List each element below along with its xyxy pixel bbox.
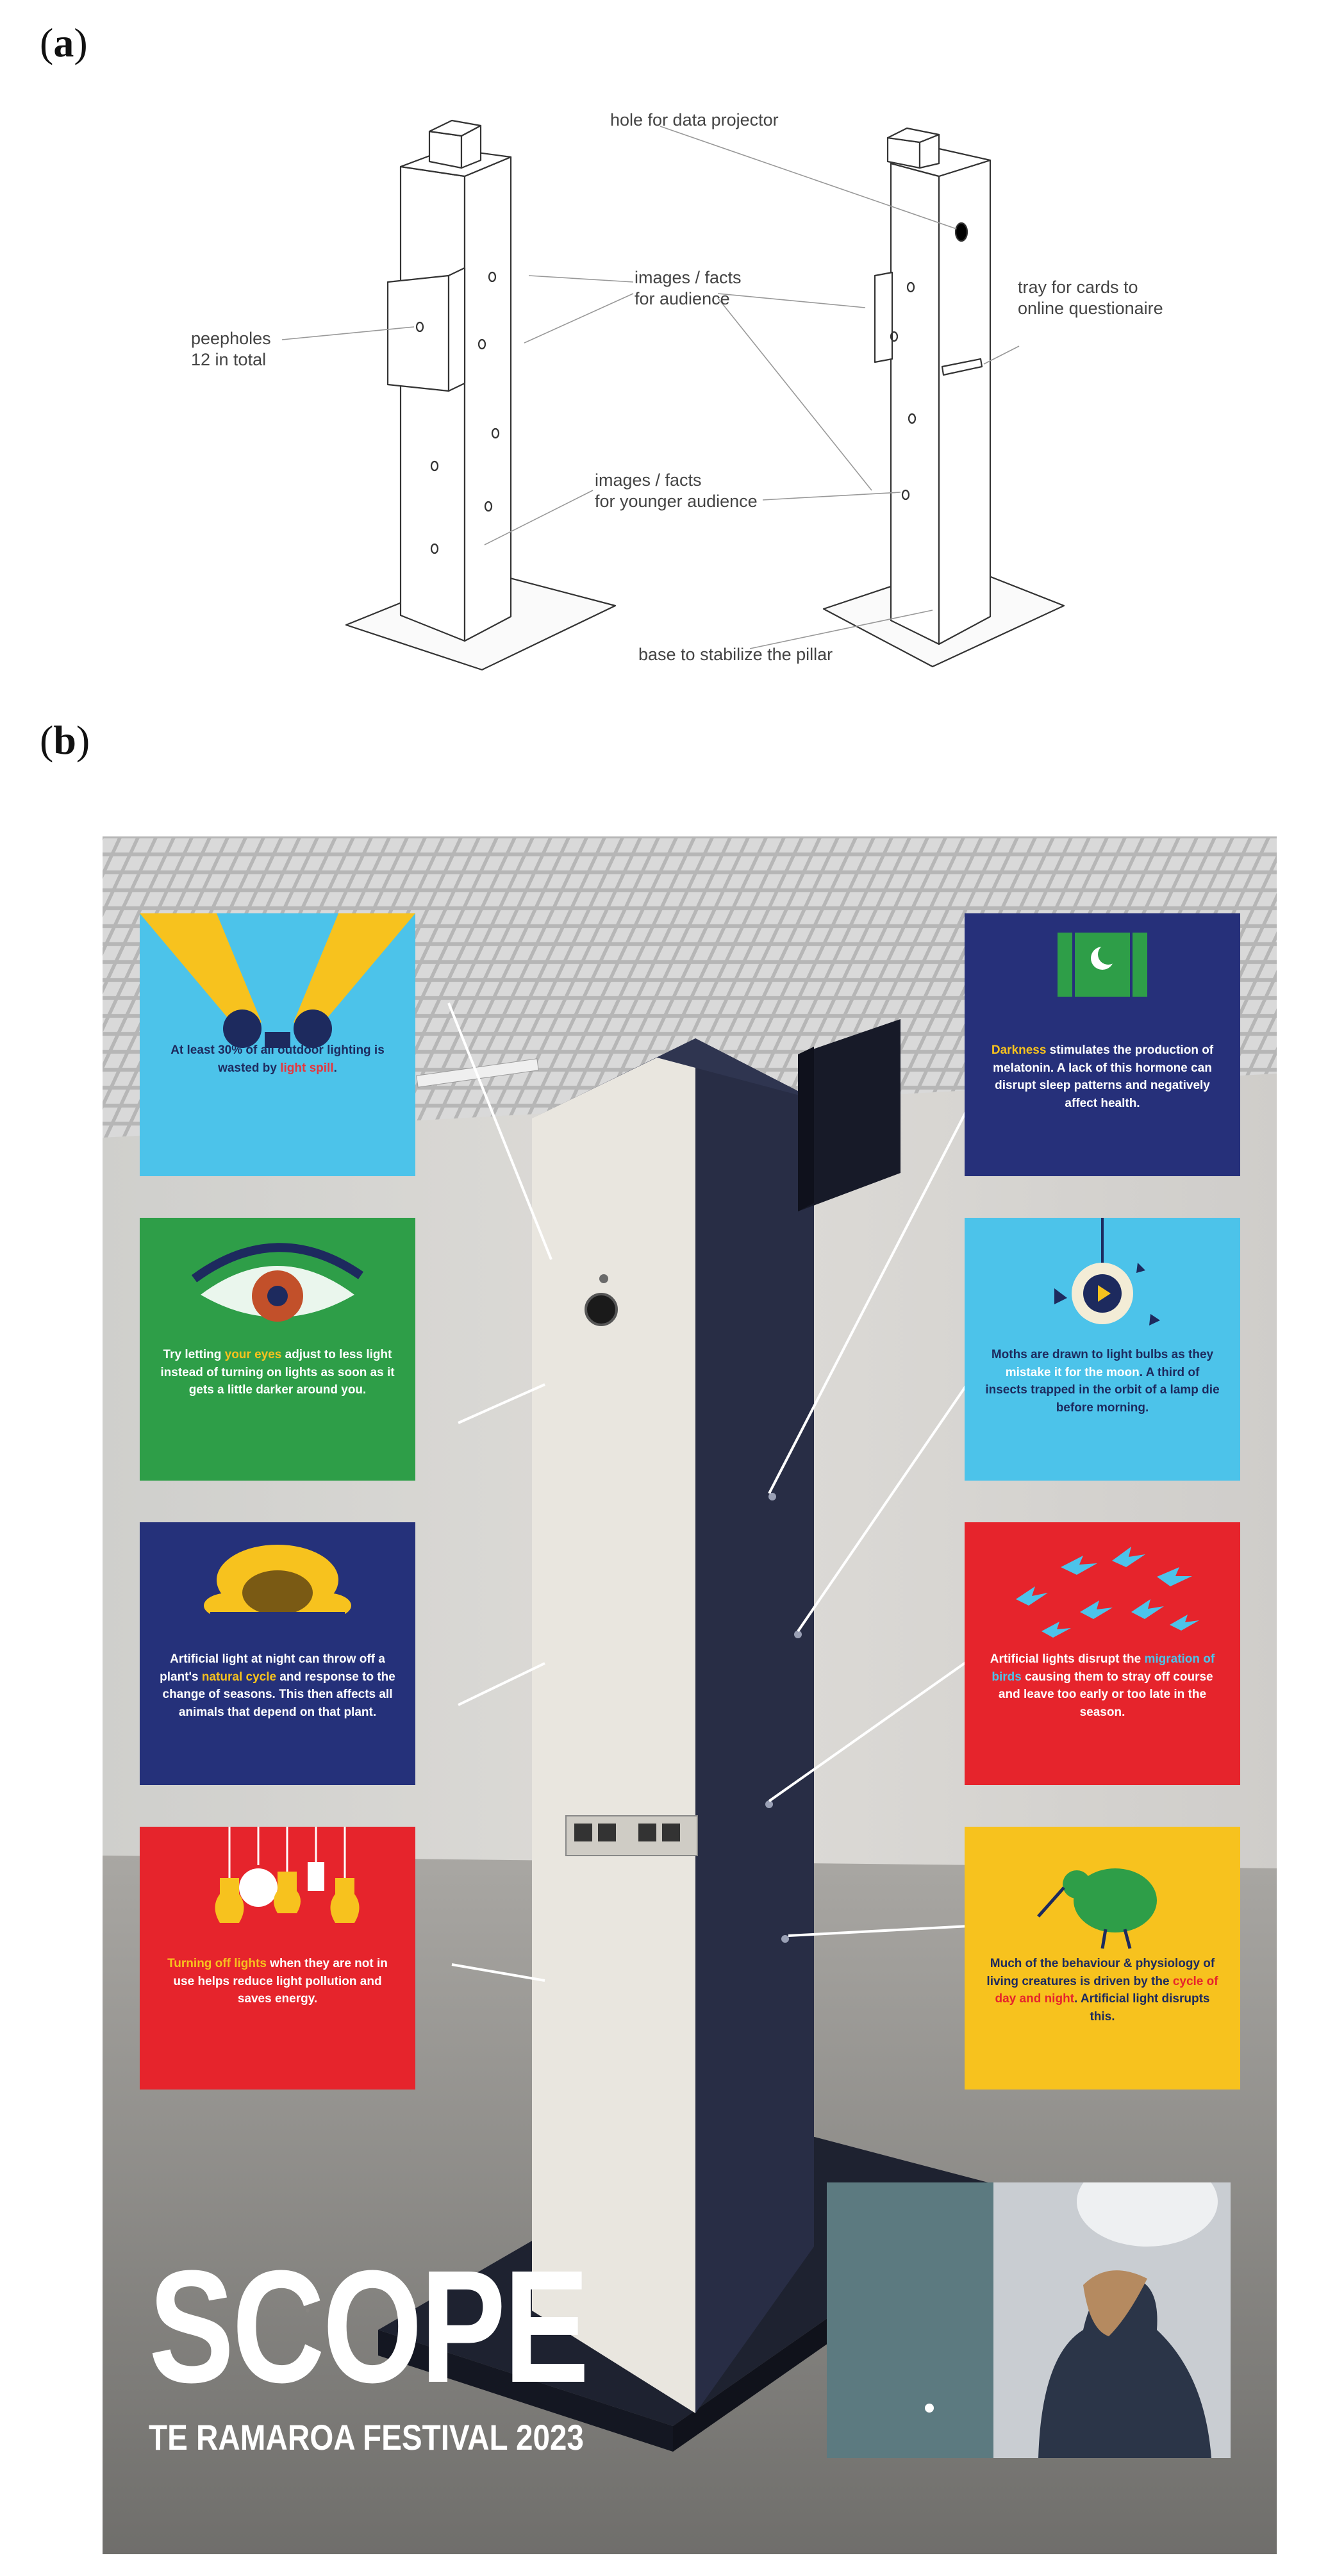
label-images-young-line1: images / facts [595,470,702,490]
label-tray [1018,277,1163,319]
poster-subtitle: TE RAMAROA FESTIVAL 2023 [149,2417,584,2457]
info-card-day-night [965,1827,1240,2090]
info-card-day-night-text [984,1955,1221,2025]
label-tray-line1: tray for cards to [1018,278,1138,297]
info-card-plants-post: and response to the change of seasons. This then affects all animals that depend on that plant. [162,1670,395,1719]
info-card-plants-text [159,1650,396,1721]
info-card-birds-text [984,1650,1221,1721]
panel-label-a-letter: a [53,20,74,65]
info-card-light-spill-pre: At least 30% of all outdoor lighting is wasted by [170,1043,385,1075]
left-pillar-cap [429,131,461,168]
pillar-sketch [0,0,1328,705]
panel-label-b: (b) [40,717,90,763]
info-card-eyes-highlight: your eyes [224,1348,282,1361]
info-card-eyes [140,1218,415,1481]
label-peepholes-line1: peepholes [191,329,271,348]
info-card-plants-highlight: natural cycle [201,1670,277,1684]
label-images-facts [635,267,742,310]
info-card-light-spill-post: . [333,1061,337,1075]
info-card-birds-highlight: migration of birds [992,1652,1215,1684]
left-pillar-front [401,167,465,641]
inset-photo [827,2182,1231,2458]
info-card-lights-off [140,1827,415,2090]
info-card-birds-pre: Artificial lights disrupt the [990,1652,1145,1666]
bulbs-icon [140,1827,415,1961]
left-pillar-box [388,276,449,391]
panel-label-a: (a) [40,20,88,65]
label-tray-line2: online questionaire [1018,298,1163,318]
label-peepholes-line2: 12 in total [191,349,267,369]
projector-hole [956,223,967,241]
right-pillar-front [891,163,939,644]
info-card-light-spill-highlight: light spill [280,1061,334,1075]
info-card-moths-post: . A third of insects trapped in the orbit of a lamp die before morning. [985,1365,1220,1415]
label-images-young [595,470,758,512]
left-pillar-side [465,157,511,641]
info-card-light-spill [140,913,415,1176]
info-card-birds [965,1522,1240,1785]
label-images-facts-line2: for audience [635,288,730,308]
label-base: base to stabilize the pillar [638,645,833,664]
info-card-day-night-post: . Artificial light disrupts this. [1074,1992,1210,2023]
info-card-darkness-text [984,1042,1221,1112]
panel-label-b-letter: b [53,717,76,763]
info-card-eyes-pre: Try letting [163,1348,225,1361]
info-card-moths [965,1218,1240,1481]
window-moon-icon [965,913,1240,1048]
kiwi-icon [965,1827,1240,1961]
photo-pillar-front [532,1038,695,2413]
moth-bulb-icon [965,1218,1240,1352]
eye-icon [140,1218,415,1352]
info-card-eyes-post: adjust to less light instead of turning on lights as soon as it gets a little darker around you. [160,1348,395,1397]
info-card-darkness [965,913,1240,1176]
exhibition-photo [103,836,1277,2554]
info-card-lights-off-post: when they are not in use helps reduce light pollution and saves energy. [173,1957,388,2006]
sunflower-icon [140,1522,415,1657]
info-card-eyes-text [159,1346,396,1399]
info-card-lights-off-highlight: Turning off lights [167,1957,267,1970]
info-card-day-night-highlight: cycle of day and night [995,1974,1218,2006]
label-images-young-line2: for younger audience [595,491,758,511]
birds-icon [965,1522,1240,1657]
info-card-plants-pre: Artificial light at night can throw off a plant's [160,1652,385,1684]
info-card-moths-text [984,1346,1221,1417]
info-card-birds-post: causing them to stray off course and leave too early or too late in the season. [998,1670,1213,1719]
info-card-day-night-pre: Much of the behaviour & physiology of living creatures is driven by the [986,1957,1215,1988]
poster-title: SCOPE [149,2237,588,2416]
info-card-plants [140,1522,415,1785]
label-images-facts-line1: images / facts [635,268,742,287]
info-card-moths-pre: Moths are drawn to light bulbs as they [991,1348,1214,1361]
photo-pillar-side [695,1038,814,2413]
label-peepholes [191,328,271,370]
label-hole-projector: hole for data projector [610,110,779,129]
spotlight-icon [140,913,415,1048]
inset-photo-scene [827,2182,1231,2458]
info-card-lights-off-text [159,1955,396,2008]
info-card-darkness-post: stimulates the production of melatonin. A lack of this hormone can disrupt sleep patterns and negatively affect health. [993,1043,1214,1110]
info-card-darkness-highlight: Darkness [991,1043,1047,1057]
photo-peephole-large [586,1294,617,1325]
info-card-light-spill-text [159,1042,396,1077]
info-card-moths-highlight: mistake it for the moon [1005,1365,1140,1379]
